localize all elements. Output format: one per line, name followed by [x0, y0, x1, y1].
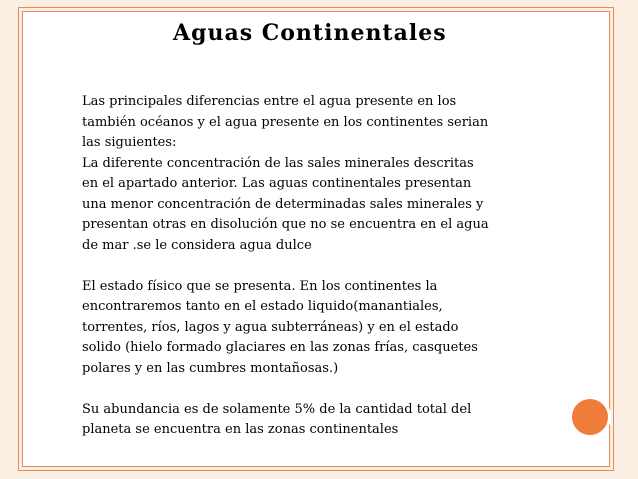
- paragraph-line: encontraremos tanto en el estado liquido(manantiales,: [82, 299, 443, 314]
- slide-body: [82, 92, 552, 441]
- paragraph-line: una menor concentración de determinadas sales minerales y: [82, 196, 484, 212]
- paragraph-line: polares y en las cumbres montañosas.): [82, 360, 339, 376]
- slide-title: Aguas Continentales: [173, 20, 447, 46]
- paragraph-line: solido (hielo formado glaciares en las zonas frías, casquetes: [82, 340, 478, 355]
- paragraph-line: Su abundancia es de solamente 5% de la cantidad total del: [82, 401, 472, 417]
- paragraph-1: [82, 92, 552, 256]
- paragraph-2: [82, 277, 552, 380]
- paragraph-line: El estado físico que se presenta. En los continentes la: [82, 278, 438, 294]
- paragraph-line: las siguientes:: [82, 135, 177, 150]
- paragraph-line: presentan otras en disolución que no se encuentra en el agua: [82, 217, 489, 232]
- paragraph-line: en el apartado anterior. Las aguas continentales presentan: [82, 176, 472, 191]
- paragraph-spacer: [82, 256, 552, 277]
- paragraph-line: también océanos y el agua presente en los continentes serian: [82, 114, 489, 130]
- accent-circle: [569, 396, 611, 438]
- paragraph-line: torrentes, ríos, lagos y agua subterráneas) y en el estado: [82, 319, 459, 335]
- paragraph-line: planeta se encuentra en las zonas continentales: [82, 422, 399, 437]
- paragraph-line: de mar .se le considera agua dulce: [82, 237, 312, 253]
- paragraph-line: La diferente concentración de las sales minerales descritas: [82, 155, 474, 171]
- paragraph-line: Las principales diferencias entre el agua presente en los: [82, 94, 457, 109]
- paragraph-spacer: [82, 379, 552, 400]
- paragraph-3: [82, 400, 552, 441]
